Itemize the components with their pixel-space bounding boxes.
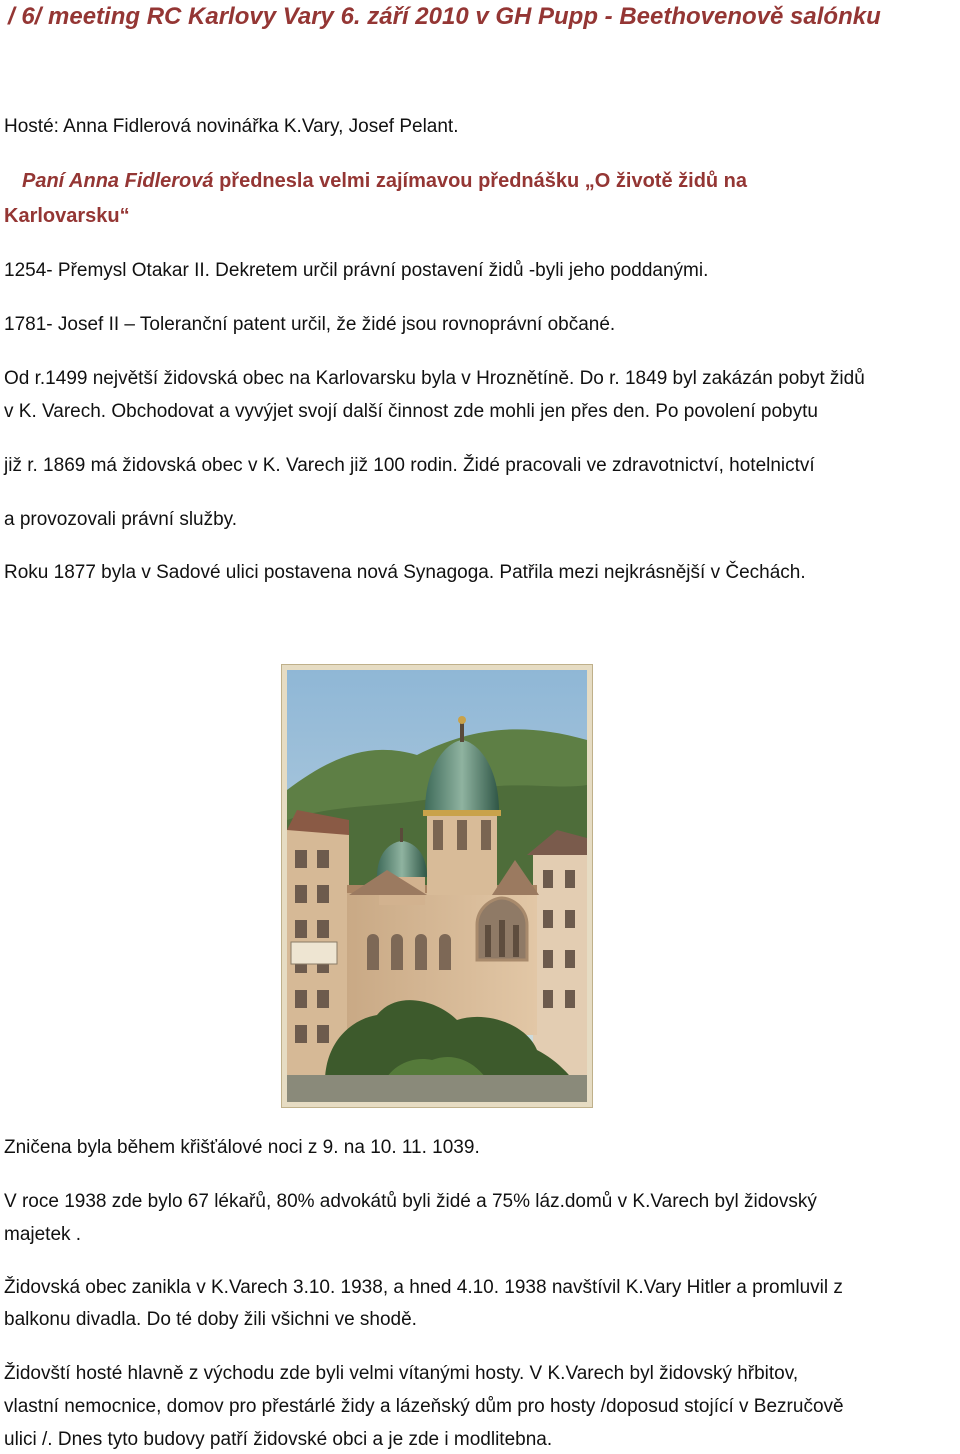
paragraph-1781: 1781- Josef II – Toleranční patent určil, že židé jsou rovnoprávní občané. (4, 314, 616, 335)
lecturer-name: Paní Anna Fidlerová (22, 170, 214, 192)
paragraph-community-end-line-2: balkonu divadla. Do té doby žili všichni ve shodě. (4, 1309, 417, 1330)
paragraph-1938-line-1: V roce 1938 zde bylo 67 lékařů, 80% advokátů byli židé a 75% láz.domů v K.Varech byl židovský (4, 1191, 817, 1212)
paragraph-1877: Roku 1877 byla v Sadové ulici postavena nová Synagoga. Patřila mezi nejkrásnější v Čechách. (4, 562, 806, 583)
paragraph-guests-line-3: ulici /. Dnes tyto budovy patří židovské obci a je zde i modlitebna. (4, 1429, 553, 1450)
paragraph-community-end-line-1: Židovská obec zanikla v K.Varech 3.10. 1938, a hned 4.10. 1938 navštívil K.Vary Hitler a promluvil z (4, 1277, 843, 1298)
lecture-line-2 (4, 204, 130, 229)
lecture-text: přednesla velmi zajímavou přednášku „O životě židů na (213, 170, 748, 192)
paragraph-1869: již r. 1869 má židovská obec v K. Varech již 100 rodin. Židé pracovali ve zdravotnictví, hotelnictví (4, 455, 815, 476)
guests-line: Hosté: Anna Fidlerová novinářka K.Vary, Josef Pelant. (4, 116, 459, 137)
paragraph-1254: 1254- Přemysl Otakar II. Dekretem určil právní postavení židů -byli jeho poddanými. (4, 260, 709, 281)
synagogue-postcard-image (282, 665, 592, 1107)
paragraph-guests-line-2: vlastní nemocnice, domov pro přestárlé židy a lázeňský dům pro hosty /doposud stojící v Bezručově (4, 1396, 844, 1417)
lecture-title-end: Karlovarsku“ (4, 205, 130, 227)
paragraph-guests-line-1: Židovští hosté hlavně z východu zde byli velmi vítanými hosty. V K.Varech byl židovský hřbitov, (4, 1363, 799, 1384)
lecture-line-1 (22, 169, 747, 194)
paragraph-1499-line-2: v K. Varech. Obchodovat a vyvýjet svojí další činnost zde mohli jen přes den. Po povolení pobytu (4, 401, 818, 422)
paragraph-1499-line-1: Od r.1499 největší židovská obec na Karlovarsku byla v Hroznětíně. Do r. 1849 byl zakázán pobyt židů (4, 368, 865, 389)
paragraph-destroyed: Zničena byla během křišťálové noci z 9. na 10. 11. 1039. (4, 1137, 480, 1158)
paragraph-legal-services: a provozovali právní služby. (4, 509, 238, 530)
page-title: / 6/ meeting RC Karlovy Vary 6. září 2010 v GH Pupp - Beethovenově salónku (8, 3, 881, 30)
paragraph-1938-line-2: majetek . (4, 1224, 82, 1245)
